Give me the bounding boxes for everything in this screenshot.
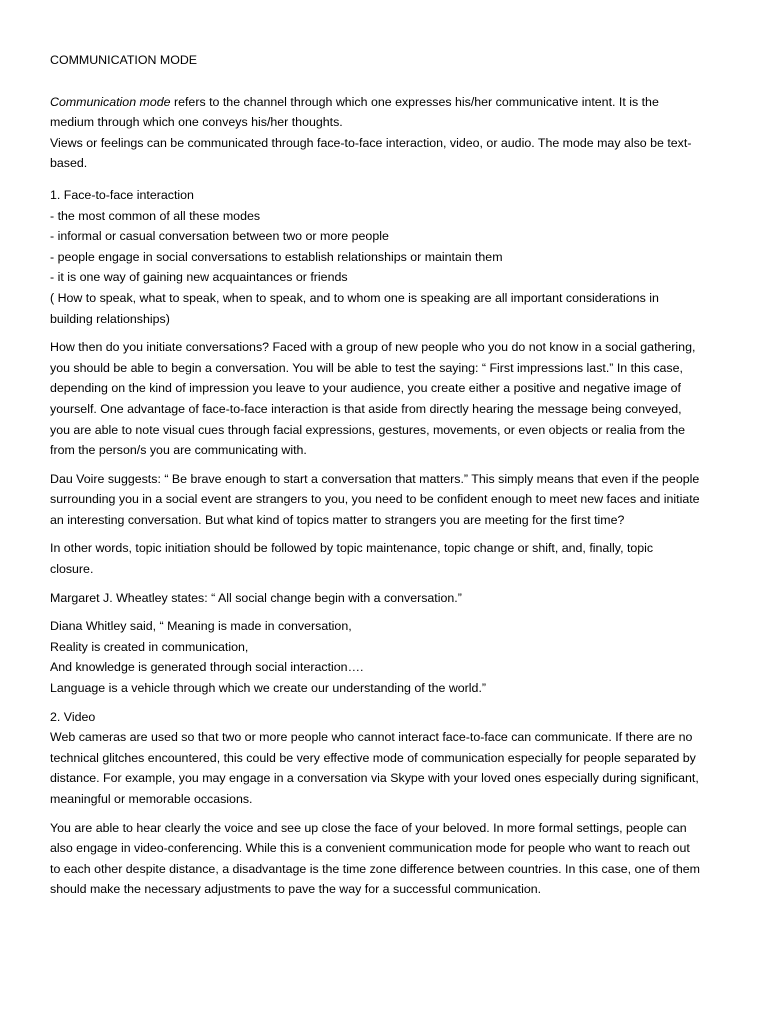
- paragraph-line: an interesting conversation. But what kind of topics matter to strangers you are meeting for the first time?: [50, 512, 625, 527]
- paragraph-line: Reality is created in communication,: [50, 639, 249, 654]
- document-title: COMMUNICATION MODE: [50, 53, 198, 67]
- section-1-note-line-2: building relationships): [50, 311, 170, 326]
- bullet-item: - it is one way of gaining new acquaintances or friends: [50, 270, 348, 285]
- paragraph-line: should make the necessary adjustments to pave the way for a successful communication.: [50, 882, 542, 897]
- paragraph-wheatley-quote: [50, 588, 722, 609]
- paragraph-line: closure.: [50, 562, 94, 577]
- paragraph-line: Margaret J. Wheatley states: “ All social change begin with a conversation.”: [50, 590, 462, 605]
- paragraph-line: technical glitches encountered, this could be very effective mode of communication especially for people separated by: [50, 750, 696, 765]
- intro-line-1-rest: refers to the channel through which one expresses his/her communicative intent. It is the: [170, 94, 659, 109]
- bullet-item: - people engage in social conversations to establish relationships or maintain them: [50, 249, 503, 264]
- paragraph-whitley-quote: [50, 616, 722, 698]
- paragraph-line: You are able to hear clearly the voice and see up close the face of your beloved. In more formal settings, people can: [50, 820, 687, 835]
- bullet-item: - informal or casual conversation between two or more people: [50, 229, 389, 244]
- bullet-item: - the most common of all these modes: [50, 208, 261, 223]
- paragraph-line: to each other despite distance, a disadvantage is the time zone difference between countries. In this case, one of them: [50, 861, 700, 876]
- paragraph-line: also engage in video-conferencing. While this is a convenient communication mode for people who want to reach out: [50, 841, 690, 856]
- paragraph-line: meaningful or memorable occasions.: [50, 792, 253, 806]
- paragraph-line: depending on the kind of impression you leave to your audience, you create either a positive and negative image of: [50, 381, 681, 396]
- paragraph-line: And knowledge is generated through social interaction….: [50, 660, 364, 675]
- paragraph-line: How then do you initiate conversations? Faced with a group of new people who you do not know in a social gathering,: [50, 340, 696, 355]
- intro-line-1: [50, 92, 722, 113]
- paragraph-line: Diana Whitley said, “ Meaning is made in conversation,: [50, 619, 352, 634]
- section-1-note-line-1: ( How to speak, what to speak, when to speak, and to whom one is speaking are all important considerations in: [50, 290, 659, 305]
- paragraph-line: you are able to note visual cues through facial expressions, gestures, movements, or even objects or realia from the: [50, 422, 686, 437]
- intro-line-4: based.: [50, 156, 88, 171]
- paragraph-line: distance. For example, you may engage in a conversation via Skype with your loved ones especially during significant,: [50, 771, 699, 786]
- paragraph-video-conferencing: [50, 818, 722, 900]
- paragraph-topic-initiation: [50, 538, 722, 579]
- paragraph-line: surrounding you in a social event are strangers to you, you need to be confident enough to meet new faces and initiate: [50, 492, 700, 507]
- document-page: [50, 50, 722, 900]
- intro-line-3: Views or feelings can be communicated through face-to-face interaction, video, or audio. The mode may also be text-: [50, 135, 692, 150]
- paragraph-line: In other words, topic initiation should be followed by topic maintenance, topic change or shift, and, finally, topic: [50, 541, 654, 556]
- paragraph-line: yourself. One advantage of face-to-face interaction is that aside from directly hearing the message being conveyed,: [50, 401, 682, 416]
- section-video: [50, 707, 722, 810]
- section-face-to-face: [50, 185, 722, 329]
- section-2-heading: 2. Video: [50, 709, 96, 724]
- intro-term: Communication mode: [50, 94, 171, 109]
- paragraph-line: Web cameras are used so that two or more people who cannot interact face-to-face can communicate. If there are no: [50, 730, 693, 745]
- paragraph-line: Language is a vehicle through which we create our understanding of the world.”: [50, 681, 487, 696]
- intro-paragraph: [50, 92, 722, 174]
- paragraph-line: from the person/s you are communicating with.: [50, 443, 307, 458]
- intro-line-2: medium through which one conveys his/her thoughts.: [50, 115, 343, 130]
- paragraph-line: Dau Voire suggests: “ Be brave enough to start a conversation that matters.” This simply means that even if the people: [50, 471, 700, 486]
- paragraph-dau-voire: [50, 469, 722, 531]
- section-1-heading: 1. Face-to-face interaction: [50, 187, 194, 202]
- paragraph-initiate-conversations: [50, 337, 722, 461]
- paragraph-line: you should be able to begin a conversation. You will be able to test the saying: “ First impressions last.” In this case,: [50, 360, 683, 375]
